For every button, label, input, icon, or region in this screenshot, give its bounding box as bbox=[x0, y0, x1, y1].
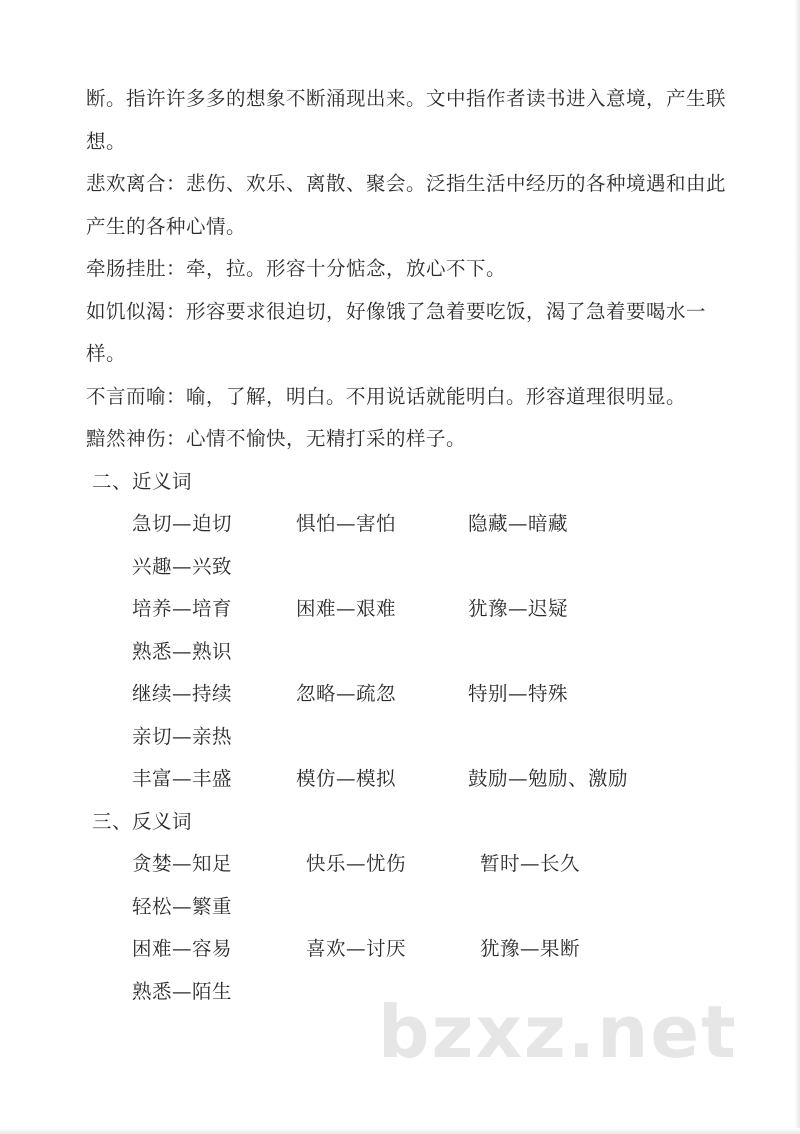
word-pair: 轻松—繁重 bbox=[132, 894, 233, 918]
definition-paragraph: 悲欢离合：悲伤、欢乐、离散、聚会。泛指生活中经历的各种境遇和由此产生的各种心情。 bbox=[86, 172, 727, 238]
antonyms-list bbox=[86, 843, 726, 1013]
word-pair: 熟悉—熟识 bbox=[132, 639, 233, 663]
definition-paragraph: 牵肠挂肚：牵，拉。形容十分惦念，放心不下。 bbox=[86, 257, 507, 280]
word-pair: 继续—持续 bbox=[132, 682, 233, 705]
word-pair-row bbox=[86, 673, 726, 716]
word-pair-row bbox=[86, 716, 726, 759]
antonyms-heading: 三、反义词 bbox=[92, 809, 193, 833]
word-pair: 鼓励—勉励、激励 bbox=[468, 767, 629, 790]
word-pair: 亲切—亲热 bbox=[132, 724, 233, 748]
word-pair-row bbox=[86, 928, 726, 971]
word-pair: 困难—艰难 bbox=[296, 597, 397, 620]
page-edge-shadow bbox=[794, 0, 800, 1134]
word-pair: 忽略—疏忽 bbox=[296, 682, 397, 705]
word-pair: 暂时—长久 bbox=[480, 852, 581, 875]
word-pair-row bbox=[86, 546, 726, 589]
synonyms-heading: 二、近义词 bbox=[92, 469, 193, 493]
synonyms-list bbox=[86, 503, 726, 801]
word-pair: 快乐—忧伤 bbox=[306, 852, 407, 875]
definition-paragraph: 如饥似渴：形容要求很迫切，好像饿了急着要吃饭，渴了急着要喝水一样。 bbox=[86, 299, 707, 365]
definition-paragraph: 断。指许许多多的想象不断涌现出来。文中指作者读书进入意境，产生联想。 bbox=[86, 87, 727, 153]
word-pair-row bbox=[86, 758, 726, 801]
word-pair: 急切—迫切 bbox=[132, 512, 233, 535]
word-pair-row bbox=[86, 886, 726, 929]
word-pair: 兴趣—兴致 bbox=[132, 554, 233, 578]
definition-paragraph: 黯然神伤：心情不愉快，无精打采的样子。 bbox=[86, 427, 467, 450]
word-pair-row bbox=[86, 503, 726, 546]
definitions bbox=[86, 78, 726, 461]
word-pair: 熟悉—陌生 bbox=[132, 979, 233, 1003]
word-pair: 培养—培育 bbox=[132, 597, 233, 620]
page-content bbox=[86, 78, 726, 1013]
page-edge-shadow bbox=[0, 1128, 800, 1134]
word-pair: 惧怕—害怕 bbox=[296, 512, 397, 535]
word-pair: 喜欢—讨厌 bbox=[306, 937, 407, 960]
word-pair: 犹豫—果断 bbox=[480, 937, 581, 960]
word-pair-row bbox=[86, 631, 726, 674]
word-pair: 犹豫—迟疑 bbox=[468, 597, 569, 620]
word-pair-row bbox=[86, 588, 726, 631]
word-pair-row bbox=[86, 843, 726, 886]
word-pair: 丰富—丰盛 bbox=[132, 767, 233, 790]
word-pair: 隐藏—暗藏 bbox=[468, 512, 569, 535]
word-pair: 困难—容易 bbox=[132, 937, 233, 960]
word-pair: 模仿—模拟 bbox=[296, 767, 397, 790]
watermark: bzxz.net bbox=[378, 990, 738, 1074]
word-pair: 贪婪—知足 bbox=[132, 852, 233, 875]
word-pair: 特别—特殊 bbox=[468, 682, 569, 705]
definition-paragraph: 不言而喻：喻，了解，明白。不用说话就能明白。形容道理很明显。 bbox=[86, 384, 687, 408]
